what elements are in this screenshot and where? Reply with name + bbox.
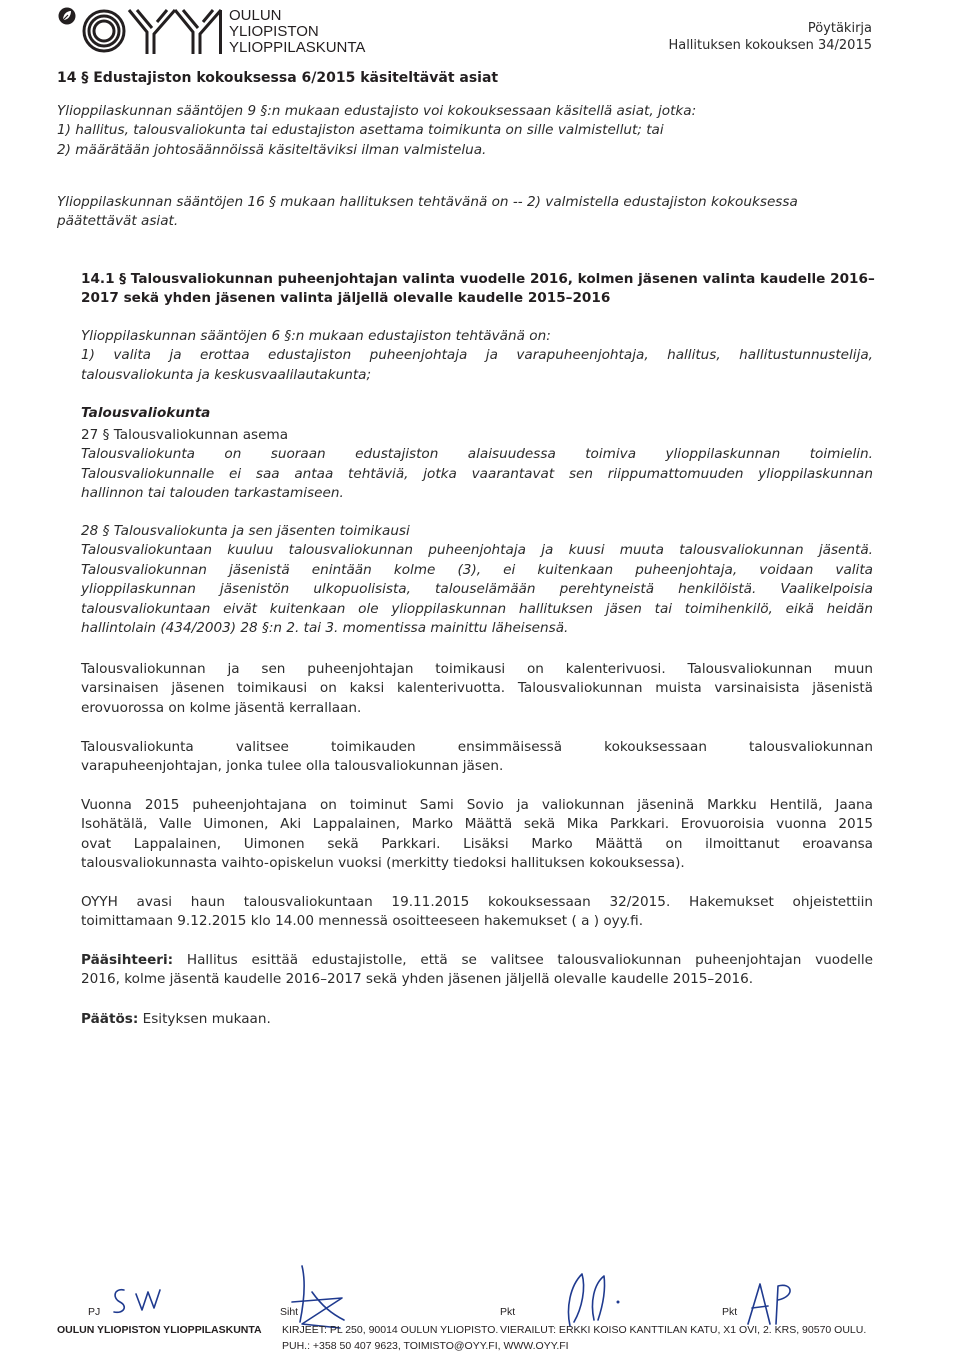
text-line: 1) valita ja erottaa edustajiston puheenjohtaja ja varapuheenjohtaja, hallitus, hallitustunnustelija, <box>81 347 873 364</box>
text-line: Vuonna 2015 puheenjohtajana on toiminut Sami Sovio ja valiokunnan jäseninä Markku Hentilä, Jaana <box>81 797 873 813</box>
text-line: 2) määrätään johtosäännöissä käsiteltäviksi ilman valmistelua. <box>57 141 487 158</box>
decision-label: Päätös: <box>81 1011 139 1027</box>
section-14-heading: 14 § Edustajiston kokouksessa 6/2015 käsiteltävät asiat <box>57 70 499 86</box>
text-line: 1) hallitus, talousvaliokunta tai edustajiston asettama toimikunta on sille valmistellut; tai <box>57 122 664 139</box>
footer-visit: VIERAILUT: ERKKI KOISO KANTTILAN KATU, X1 OVI, 2. KRS, 90570 OULU. <box>500 1324 867 1336</box>
pkt1-label: Pkt <box>500 1306 516 1318</box>
term-paragraph <box>81 660 873 718</box>
text-line: Isohätälä, Valle Uimonen, Aki Lappalainen, Marko Määttä sekä Mika Parkkari. Erovuoroisia vuonna 2015 <box>81 816 873 833</box>
text-line: ovat Lappalainen, Uimonen sekä Parkkari. Lisäksi Marko Määttä on ilmoittanut eroavansa <box>81 835 873 852</box>
text-line: OYYH avasi haun talousvaliokuntaan 19.11.2015 kokouksessaan 32/2015. Hakemukset ohjeistettiin <box>81 894 873 910</box>
footer-contact: PUH.: +358 50 407 9623, TOIMISTO@OYY.FI, WWW.OYY.FI <box>282 1340 569 1352</box>
proposal-label: Pääsihteeri: <box>81 952 174 968</box>
header-meta <box>668 20 872 54</box>
proposal-paragraph <box>81 951 873 990</box>
text-line: Talousvaliokunnan ja sen puheenjohtajan toimikausi on kalenterivuosi. Talousvaliokunnan muun <box>81 661 873 677</box>
text-line: hallintolain (434/2003) 28 §:n 2. tai 3. momentissa mainittu läheisensä. <box>81 620 569 637</box>
section-14-para-2 <box>57 193 873 232</box>
pkt2-label: Pkt <box>722 1306 738 1318</box>
text-line: Talousvaliokunnan jäsenistä enintään kolme (3), ei kuitenkaan puheenjohtaja, voidaan valita <box>81 561 873 578</box>
rule-title: 27 § Talousvaliokunnan asema <box>81 427 289 443</box>
text-line: Talousvaliokunta valitsee toimikauden ensimmäisessä kokouksessaan talousvaliokunnan <box>81 739 873 755</box>
text-line: varapuheenjohtajan, jonka tulee olla talousvaliokunnan jäsen. <box>81 758 504 775</box>
siht-label: Siht <box>280 1306 299 1318</box>
meeting-number: Hallituksen kokouksen 34/2015 <box>668 38 872 53</box>
text-line: toimittamaan 9.12.2015 klo 14.00 mennessä osoitteeseen hakemukset ( a ) oyy.fi. <box>81 913 644 930</box>
decision-paragraph <box>81 1010 873 1029</box>
text-line: erovuorossa on kolme jäsentä kerrallaan. <box>81 699 362 716</box>
pj-label: PJ <box>88 1306 101 1318</box>
rule-title: 28 § Talousvaliokunta ja sen jäsenten toimikausi <box>81 523 410 539</box>
doc-type: Pöytäkirja <box>807 21 872 36</box>
text-line: talousvaliokunta ja keskusvaalilautakunta; <box>81 366 372 383</box>
section-14-para-1 <box>57 102 873 160</box>
org-name-line-1: OULUN <box>229 7 282 24</box>
footer-org: OULUN YLIOPISTON YLIOPPILASKUNTA <box>57 1324 262 1336</box>
footer-address: KIRJEET: PL 250, 90014 OULUN YLIOPISTO. <box>282 1324 499 1336</box>
text-line: Talousvaliokunta on suoraan edustajiston alaisuudessa toimiva ylioppilaskunnan toimielin. <box>81 446 873 463</box>
siht-signature-icon <box>282 1262 362 1332</box>
rule-28 <box>81 522 873 638</box>
org-name-line-2: YLIOPISTON <box>229 23 319 40</box>
text-line: 2016, kolme jäsentä kaudelle 2016–2017 sekä yhden jäsenen jäljellä olevalle kaudelle 2015–2016. <box>81 971 754 988</box>
talousvaliokunta-subheading: Talousvaliokunta <box>81 405 211 421</box>
text-line: Ylioppilaskunnan sääntöjen 9 §:n mukaan edustajisto voi kokouksessaan käsitellä asiat, jotka: <box>57 103 697 119</box>
call-paragraph <box>81 893 873 932</box>
rule-27 <box>81 426 873 504</box>
text-line: hallinnon tai talouden tarkastamiseen. <box>81 485 344 502</box>
members-2015-paragraph <box>81 796 873 874</box>
text-line: Talousvaliokunnalle ei saa antaa tehtäviä, jotka vaarantavat sen riippumattomuuden ylioppilaskunnan <box>81 465 873 482</box>
rules-6 <box>81 327 873 385</box>
text-line: ylioppilaskunnan jäsenistön ulkopuolisista, talouselämään perehtyneistä henkilöistä. Vaalikelpoisia <box>81 581 873 598</box>
proposal-text: Hallitus esittää edustajistolle, että se valitsee talousvaliokunnan puheenjohtajan vuodelle <box>173 952 873 968</box>
vice-chair-paragraph <box>81 738 873 777</box>
decision-text: Esityksen mukaan. <box>138 1011 271 1027</box>
org-name-line-3: YLIOPPILASKUNTA <box>229 39 366 56</box>
section-14-1-heading <box>81 270 873 309</box>
text-line: Talousvaliokuntaan kuuluu talousvaliokunnan puheenjohtaja ja kuusi muuta talousvaliokunnan jäsentä. <box>81 542 873 559</box>
text-line: talousvaliokunnasta vaihto-opiskelun vuoksi (merkitty tiedoksi hallituksen kokouksessa). <box>81 855 685 872</box>
pkt2-signature-icon <box>742 1278 802 1328</box>
text-line: Ylioppilaskunnan sääntöjen 16 § mukaan hallituksen tehtävänä on -- 2) valmistella edustajiston kokouksessa <box>57 194 798 210</box>
text-line: päätettävät asiat. <box>57 213 179 230</box>
heading-line: 2017 sekä yhden jäsenen valinta jäljellä olevalle kaudelle 2015–2016 <box>81 290 611 307</box>
pj-signature-icon <box>110 1284 190 1318</box>
pkt1-signature-icon <box>560 1268 630 1330</box>
text-line: talousvaliokuntaan eivät kuitenkaan ole ylioppilaskunnan hallituksen jäsen tai toimihenkilö, eikä heidän <box>81 600 873 617</box>
heading-line: 14.1 § Talousvaliokunnan puheenjohtajan valinta vuodelle 2016, kolmen jäsenen valinta kaudelle 2016– <box>81 271 875 287</box>
text-line: varsinaisen jäsenen toimikausi on kaksi kalenterivuotta. Talousvaliokunnan muista varsinaisista jäsenistä <box>81 680 873 697</box>
text-line: Ylioppilaskunnan sääntöjen 6 §:n mukaan edustajiston tehtävänä on: <box>81 328 551 344</box>
